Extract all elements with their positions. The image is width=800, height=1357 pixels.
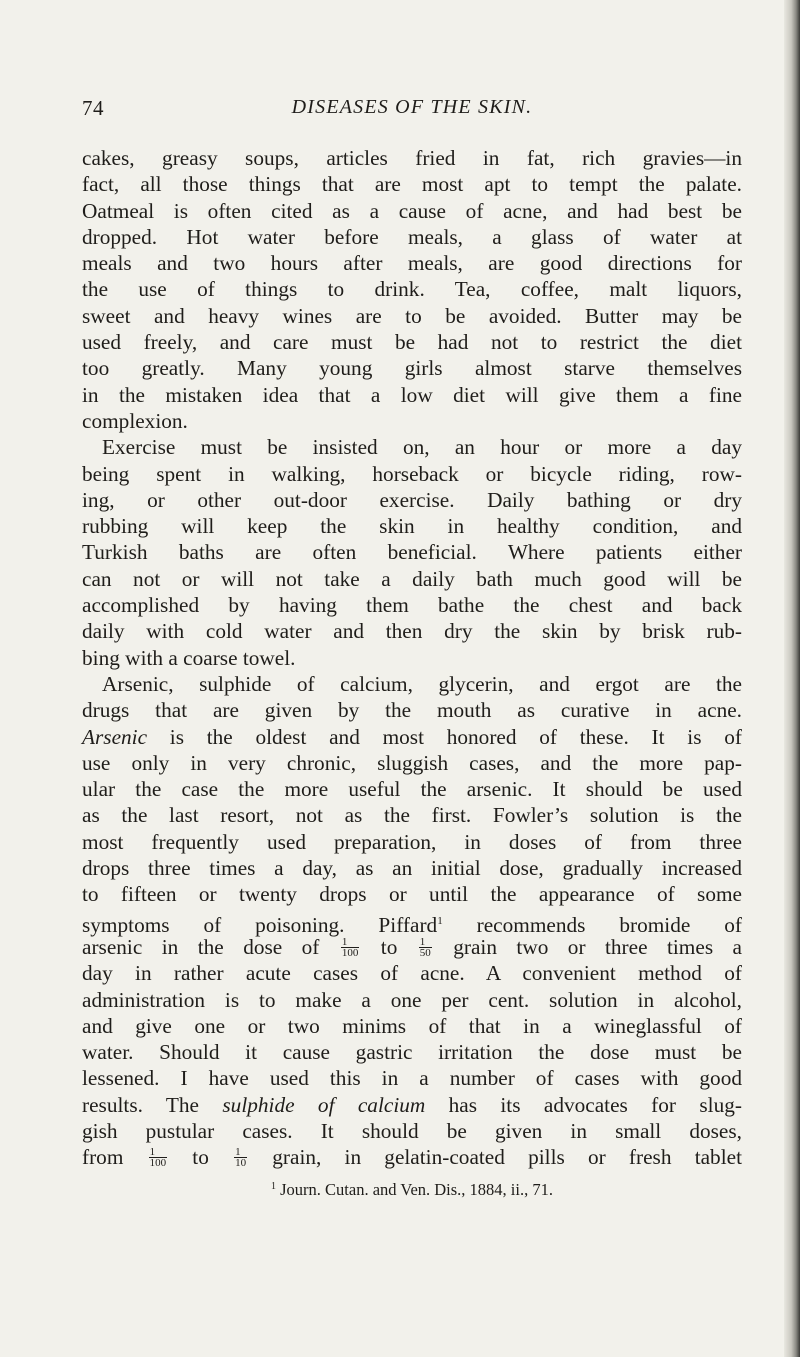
text-line: bing with a coarse towel. [82, 645, 296, 670]
line-text: from [82, 1145, 147, 1170]
text-line: being spent in walking, horseback or bicycle riding, row- [82, 461, 742, 486]
line-text: to [169, 1145, 233, 1170]
footnote [82, 1180, 742, 1200]
fraction-numerator: 1 [149, 1147, 168, 1158]
fraction-denominator: 10 [235, 1156, 247, 1169]
line-text: has its advocates for slug- [425, 1092, 742, 1117]
line-text: grain, in gelatin-coated pills or fresh tablet [249, 1145, 742, 1170]
footnote-marker: 1 [271, 1181, 276, 1192]
text-line: to fifteen or twenty drops or until the appearance of some [82, 882, 742, 907]
text-line: Exercise must be insisted on, an hour or more a day [102, 435, 742, 460]
page-number: 74 [82, 96, 104, 120]
fraction-numerator: 1 [419, 937, 432, 948]
text-line: ing, or other out-door exercise. Daily bathing or dry [82, 487, 742, 512]
text-line: complexion. [82, 408, 188, 433]
text-line [82, 724, 742, 750]
fraction-denominator: 50 [419, 946, 431, 959]
text-line: use only in very chronic, sluggish cases, and the more pap- [82, 750, 742, 775]
text-line: fact, all those things that are most apt to tempt the palate. [82, 172, 742, 197]
text-line: as the last resort, not as the first. Fowler’s solution is the [82, 803, 742, 828]
text-line: can not or will not take a daily bath much good will be [82, 566, 742, 591]
text-line: water. Should it cause gastric irritation the dose must be [82, 1040, 742, 1065]
text-line: too greatly. Many young girls almost starve themselves [82, 356, 742, 381]
text-line: and give one or two minims of that in a wineglassful of [82, 1013, 742, 1038]
text-line: rubbing will keep the skin in healthy condition, and [82, 514, 742, 539]
text-line: cakes, greasy soups, articles fried in fat, rich gravies—in [82, 146, 742, 170]
text-line: used freely, and care must be had not to restrict the diet [82, 330, 742, 355]
text-line: ular the case the more useful the arsenic. It should be used [82, 777, 742, 802]
text-line: most frequently used preparation, in doses of from three [82, 829, 742, 854]
line-text: to [361, 934, 417, 959]
line-text: grain two or three times a [433, 934, 742, 959]
text-line: lessened. I have used this in a number of cases with good [82, 1066, 742, 1091]
text-line: drops three times a day, as an initial dose, gradually increased [82, 856, 742, 881]
line-text: arsenic in the dose of [82, 934, 339, 959]
text-line: Turkish baths are often beneficial. Where patients either [82, 540, 742, 565]
text-line: administration is to make a one per cent. solution in alcohol, [82, 987, 742, 1012]
page-edge-shadow [784, 0, 800, 1357]
fraction [234, 1147, 247, 1168]
running-head: DISEASES OF THE SKIN. [291, 96, 533, 118]
body-text [82, 145, 742, 1171]
fraction [341, 937, 360, 958]
fraction [149, 1147, 168, 1168]
text-line: meals and two hours after meals, are good directions for [82, 251, 742, 276]
italic-term: sulphide of calcium [222, 1092, 426, 1117]
text-line: accomplished by having them bathe the chest and back [82, 593, 742, 618]
text-line [82, 1144, 742, 1170]
text-line: in the mistaken idea that a low diet will give them a fine [82, 382, 742, 407]
line-text: is the oldest and most honored of these. It is of [147, 724, 742, 749]
fraction-denominator: 100 [341, 946, 359, 959]
line-text: recommends bromide of [442, 912, 742, 937]
footnote-text: Journ. Cutan. and Ven. Dis., 1884, ii., 71. [276, 1180, 553, 1199]
line-text: symptoms of poisoning. Piffard [82, 912, 438, 937]
text-line: gish pustular cases. It should be given in small doses, [82, 1118, 742, 1143]
text-line [82, 908, 742, 937]
footnote-reference[interactable]: 1 [437, 914, 443, 927]
text-line: drugs that are given by the mouth as curative in acne. [82, 698, 742, 723]
fraction-numerator: 1 [234, 1147, 247, 1158]
text-line [82, 1092, 742, 1118]
fraction-denominator: 100 [149, 1156, 167, 1169]
text-line: dropped. Hot water before meals, a glass of water at [82, 224, 742, 249]
page-header [82, 96, 742, 126]
text-line: sweet and heavy wines are to be avoided. Butter may be [82, 303, 742, 328]
line-text: results. The [82, 1092, 223, 1117]
text-line: daily with cold water and then dry the skin by brisk rub- [82, 619, 742, 644]
italic-term: Arsenic [82, 724, 148, 749]
text-line: day in rather acute cases of acne. A convenient method of [82, 961, 742, 986]
text-line: Oatmeal is often cited as a cause of acne, and had best be [82, 198, 742, 223]
fraction-numerator: 1 [341, 937, 360, 948]
text-line: Arsenic, sulphide of calcium, glycerin, and ergot are the [102, 671, 742, 696]
text-line: the use of things to drink. Tea, coffee, malt liquors, [82, 277, 742, 302]
fraction [419, 937, 432, 958]
text-line [82, 934, 742, 960]
